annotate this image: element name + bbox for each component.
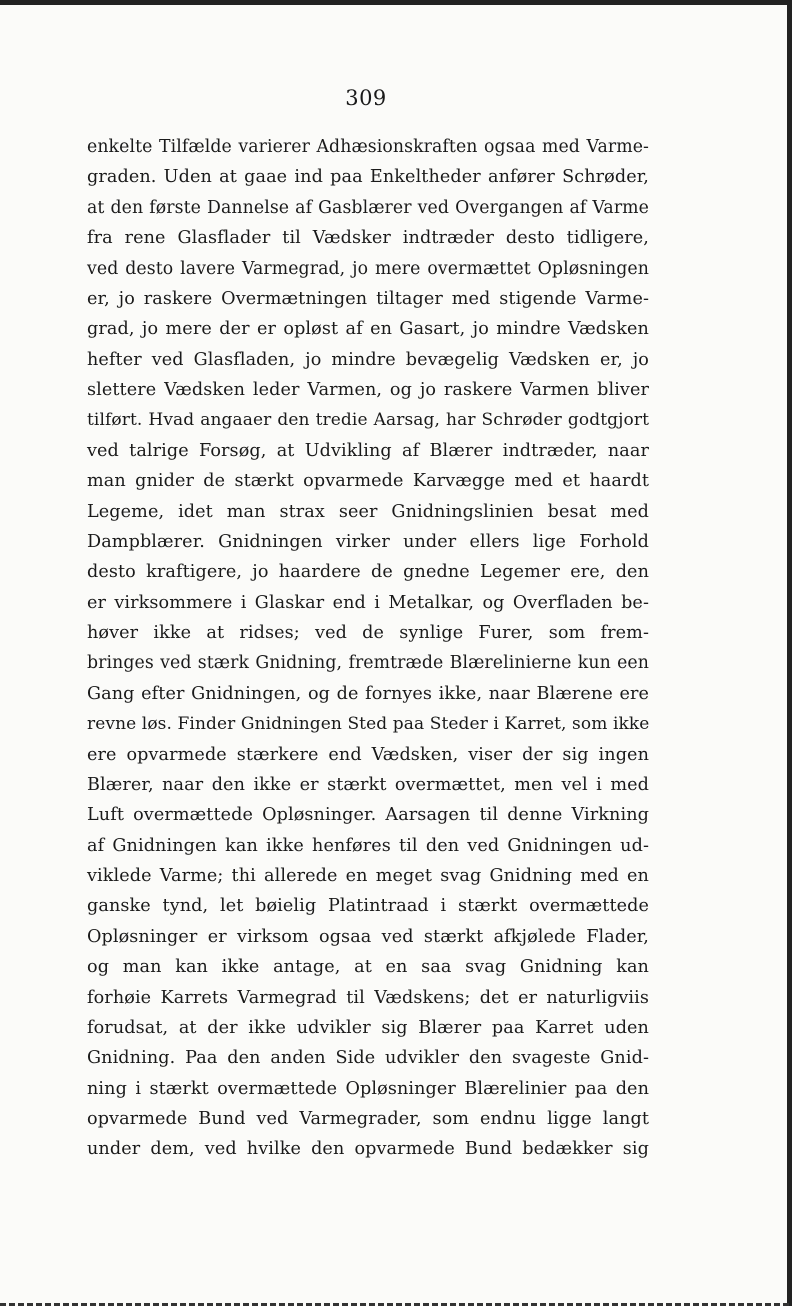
text-line: tilført. Hvad angaaer den tredie Aarsag, har Schrøder godtgjort xyxy=(87,410,649,431)
text-line: Opløsninger er virksom ogsaa ved stærkt afkjølede Flader, xyxy=(87,926,649,947)
text-line: grad, jo mere der er opløst af en Gasart, jo mindre Vædsken xyxy=(87,319,649,340)
text-line: man gnider de stærkt opvarmede Karvægge med et haardt xyxy=(87,471,649,492)
body-text xyxy=(87,132,649,1165)
text-line: hefter ved Glasfladen, jo mindre bevægelig Vædsken er, jo xyxy=(87,349,649,370)
text-line: enkelte Tilfælde varierer Adhæsionskraften ogsaa med Varme- xyxy=(87,137,649,157)
text-line: at den første Dannelse af Gasblærer ved Overgangen af Varme xyxy=(87,197,649,218)
text-line: Legeme, idet man strax seer Gnidningslinien besat med xyxy=(87,501,649,522)
scan-border-right xyxy=(787,0,792,1306)
text-line: fra rene Glasflader til Vædsker indtræder desto tidligere, xyxy=(87,228,649,249)
text-line: høver ikke at ridses; ved de synlige Furer, som frem- xyxy=(87,623,649,643)
text-line: forhøie Karrets Varmegrad til Vædskens; det er naturligviis xyxy=(87,987,649,1008)
text-line: af Gnidningen kan ikke henføres til den ved Gnidningen ud- xyxy=(87,835,649,856)
text-line: graden. Uden at gaae ind paa Enkeltheder anfører Schrøder, xyxy=(87,167,649,188)
text-line: og man kan ikke antage, at en saa svag Gnidning kan xyxy=(87,957,649,978)
text-line: ved desto lavere Varmegrad, jo mere overmættet Opløsningen xyxy=(87,258,649,279)
text-line: Luft overmættede Opløsninger. Aarsagen til denne Virkning xyxy=(87,805,649,826)
text-line: er, jo raskere Overmætningen tiltager med stigende Varme- xyxy=(87,288,649,309)
text-line: forudsat, at der ikke udvikler sig Blærer paa Karret uden xyxy=(87,1017,649,1038)
text-line: slettere Vædsken leder Varmen, og jo raskere Varmen bliver xyxy=(87,380,649,400)
text-line: revne løs. Finder Gnidningen Sted paa Steder i Karret, som ikke xyxy=(87,714,650,735)
text-line: viklede Varme; thi allerede en meget svag Gnidning med en xyxy=(87,866,649,886)
text-line: ved talrige Forsøg, at Udvikling af Blærer indtræder, naar xyxy=(87,440,649,461)
text-line: er virksommere i Glaskar end i Metalkar, og Overfladen be- xyxy=(87,592,649,613)
text-line: ning i stærkt overmættede Opløsninger Blærelinier paa den xyxy=(87,1078,649,1099)
text-line: bringes ved stærk Gnidning, fremtræde Blærelinierne kun een xyxy=(87,653,649,674)
text-line: Blærer, naar den ikke er stærkt overmættet, men vel i med xyxy=(87,774,649,795)
scan-border-top xyxy=(0,0,792,5)
text-line: Dampblærer. Gnidningen virker under ellers lige Forhold xyxy=(87,531,649,552)
text-line: desto kraftigere, jo haardere de gnedne Legemer ere, den xyxy=(87,562,649,583)
text-line: Gnidning. Paa den anden Side udvikler den svageste Gnid- xyxy=(87,1048,649,1069)
page-number: 309 xyxy=(345,86,387,110)
text-line: ere opvarmede stærkere end Vædsken, viser der sig ingen xyxy=(87,744,649,765)
text-line: ganske tynd, let bøielig Platintraad i stærkt overmættede xyxy=(87,896,649,917)
text-line: opvarmede Bund ved Varmegrader, som endnu ligge langt xyxy=(87,1109,649,1129)
text-line: under dem, ved hvilke den opvarmede Bund bedækker sig xyxy=(87,1139,649,1160)
text-line: Gang efter Gnidningen, og de fornyes ikke, naar Blærene ere xyxy=(87,683,649,704)
